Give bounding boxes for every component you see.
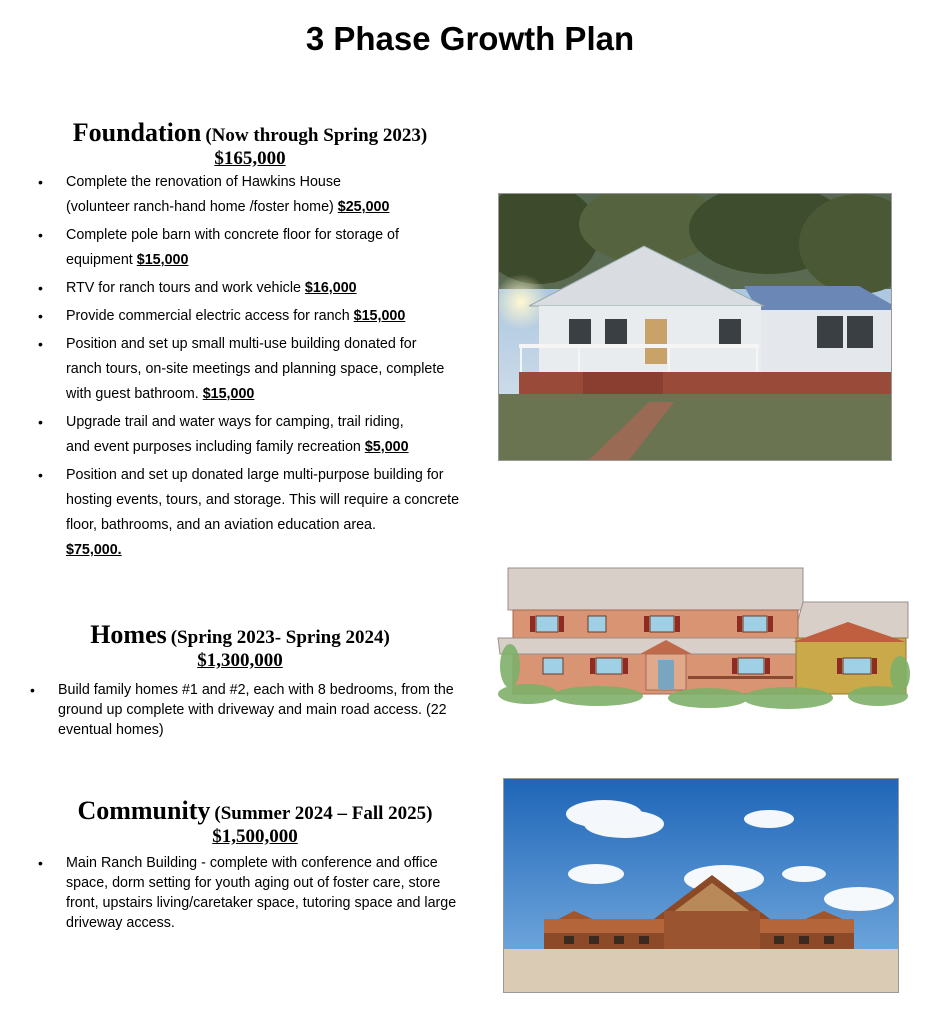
homes-cost: $1,300,000 xyxy=(197,650,283,671)
list-item: • Position and set up donated large multi-purpose building for hosting events, tours, and storage. This will require a concrete floor, bathrooms, and an aviation education area. $75,000. xyxy=(38,463,466,563)
bullet-icon: • xyxy=(38,174,43,190)
bullet-icon: • xyxy=(38,467,43,483)
house-photo xyxy=(498,193,892,461)
amount: $15,000 xyxy=(353,308,406,324)
community-title: Community xyxy=(77,796,211,825)
foundation-title: Foundation xyxy=(72,118,202,147)
community-dates: (Summer 2024 – Fall 2025) xyxy=(214,803,433,824)
lodge-photo xyxy=(503,778,899,993)
foundation-list xyxy=(38,170,468,566)
amount: $5,000 xyxy=(364,439,409,455)
amount: $16,000 xyxy=(304,280,357,296)
bullet-icon: • xyxy=(30,682,35,698)
home-sketch xyxy=(488,566,913,721)
foundation-cost: $165,000 xyxy=(214,148,286,169)
list-item: • Provide commercial electric access for ranch $15,000 xyxy=(38,304,468,329)
bullet-icon: • xyxy=(38,855,43,871)
list-item: • RTV for ranch tours and work vehicle $16,000 xyxy=(38,276,468,301)
list-item: • Upgrade trail and water ways for camping, trail riding, and event purposes including family recreation $5,000 xyxy=(38,410,468,460)
community-header xyxy=(40,796,470,848)
homes-list xyxy=(30,680,460,740)
amount: $75,000. xyxy=(66,542,122,558)
bullet-icon: • xyxy=(38,336,43,352)
amount: $15,000 xyxy=(136,252,189,268)
list-item: • Position and set up small multi-use building donated for ranch tours, on-site meetings and planning space, complete with guest bathroom. $15,000 xyxy=(38,332,446,407)
foundation-dates: (Now through Spring 2023) xyxy=(205,125,428,146)
foundation-header xyxy=(40,118,460,170)
amount: $15,000 xyxy=(202,386,255,402)
page-title: 3 Phase Growth Plan xyxy=(305,20,635,57)
community-cost: $1,500,000 xyxy=(212,826,298,847)
list-item: • Build family homes #1 and #2, each with 8 bedrooms, from the ground up complete with driveway and main road access. (22 eventual homes) xyxy=(30,682,454,738)
bullet-icon: • xyxy=(38,414,43,430)
bullet-icon: • xyxy=(38,308,43,324)
bullet-icon: • xyxy=(38,227,43,243)
bullet-icon: • xyxy=(38,280,43,296)
homes-header xyxy=(40,620,440,672)
amount: $25,000 xyxy=(337,199,390,215)
homes-dates: (Spring 2023- Spring 2024) xyxy=(170,627,390,648)
list-item: • Complete the renovation of Hawkins House (volunteer ranch-hand home /foster home) $25,000 xyxy=(38,170,468,220)
homes-title: Homes xyxy=(90,620,167,649)
list-item: • Main Ranch Building - complete with conference and office space, dorm setting for youth aging out of foster care, store front, upstairs living/caretaker space, tutoring space and large driveway access. xyxy=(38,855,457,931)
community-list xyxy=(38,853,468,933)
list-item: • Complete pole barn with concrete floor for storage of equipment $15,000 xyxy=(38,223,468,273)
